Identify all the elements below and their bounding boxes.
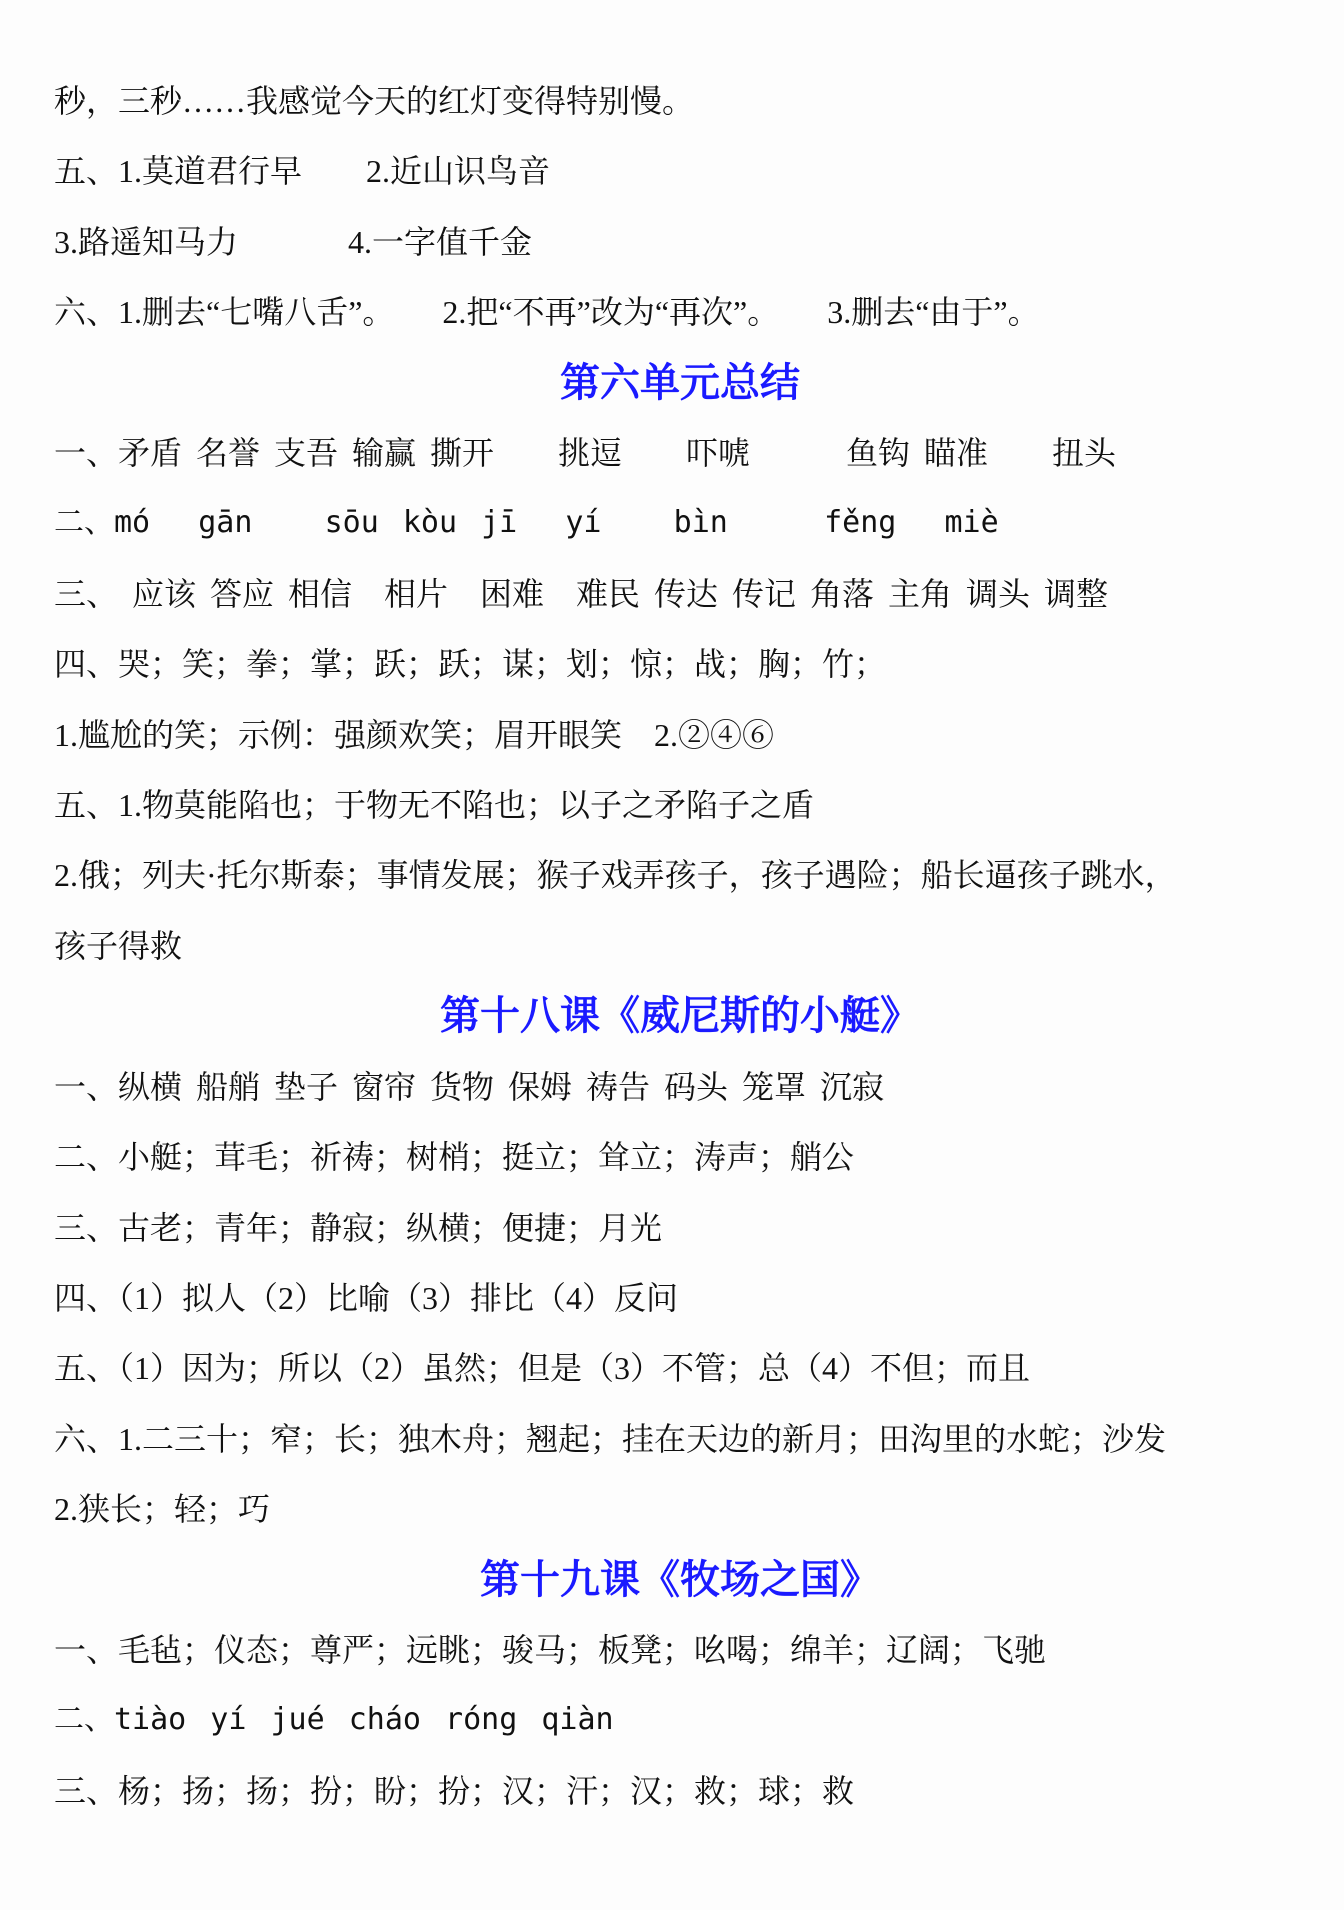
unit6-answer-5-part2: 2.俄；列夫·托尔斯泰；事情发展；猴子戏弄孩子，孩子遇险；船长逼孩子跳水， [54, 857, 1177, 894]
line-proverbs-answers-2: 3.路遥知马力 4.一字值千金 [54, 223, 533, 260]
unit6-answer-5-part1: 五、1.物莫能陷也；于物无不陷也；以子之矛陷子之盾 [54, 787, 815, 824]
lesson19-answer-1-words: 一、毛毡；仪态；尊严；远眺；骏马；板凳；吆喝；绵羊；辽阔；飞驰 [54, 1631, 1047, 1668]
lesson18-answer-6-part1: 六、1.二三十；窄；长；独木舟；翘起；挂在天边的新月；田沟里的水蛇；沙发 [54, 1420, 1167, 1457]
line-proverbs-answers-1: 五、1.莫道君行早 2.近山识鸟音 [54, 153, 551, 190]
section-heading-lesson18: 第十八课《威尼斯的小艇》 [440, 993, 920, 1039]
lesson18-answer-3-words: 三、古老；青年；静寂；纵横；便捷；月光 [54, 1209, 663, 1246]
unit6-answer-4-continued: 1.尴尬的笑；示例：强颜欢笑；眉开眼笑 2.②④⑥ [54, 716, 775, 753]
unit6-answer-4-characters: 四、哭；笑；拳；掌；跃；跃；谋；划；惊；战；胸；竹； [54, 646, 887, 683]
unit6-answer-3-words: 三、 应该 答应 相信 相片 困难 难民 传达 传记 角落 主角 调头 调整 [54, 575, 1109, 612]
lesson19-answer-2-pinyin: 二、tiào yí jué cháo róng qiàn [54, 1702, 614, 1738]
lesson19-answer-3-characters: 三、杨；扬；扬；扮；盼；扮；汉；汗；汉；救；球；救 [54, 1772, 855, 1809]
lesson18-answer-2-words: 二、小艇；茸毛；祈祷；树梢；挺立；耸立；涛声；艄公 [54, 1139, 855, 1176]
lesson18-answer-4-rhetoric: 四、（1）拟人（2）比喻（3）排比（4）反问 [54, 1279, 679, 1316]
line-sentence-corrections: 六、1.删去“七嘴八舌”。 2.把“不再”改为“再次”。 3.删去“由于”。 [54, 294, 1040, 331]
lesson18-answer-5-conjunctions: 五、（1）因为；所以（2）虽然；但是（3）不管；总（4）不但；而且 [54, 1350, 1031, 1387]
section-heading-lesson19: 第十九课《牧场之国》 [480, 1556, 880, 1602]
unit6-answer-5-part2-continued: 孩子得救 [54, 927, 183, 964]
line-carryover-sentence: 秒，三秒……我感觉今天的红灯变得特别慢。 [54, 83, 695, 119]
unit6-answer-2-pinyin: 二、mó gān sōu kòu jī yí bìn fěng miè [54, 505, 999, 541]
unit6-answer-1-words: 一、矛盾 名誉 支吾 输赢 撕开 挑逗 吓唬 鱼钩 瞄准 扭头 [54, 435, 1117, 472]
lesson18-answer-1-words: 一、纵横 船艄 垫子 窗帘 货物 保姆 祷告 码头 笼罩 沉寂 [54, 1068, 885, 1105]
lesson18-answer-6-part2: 2.狭长；轻；巧 [54, 1491, 271, 1528]
section-heading-unit6-summary: 第六单元总结 [560, 359, 800, 405]
